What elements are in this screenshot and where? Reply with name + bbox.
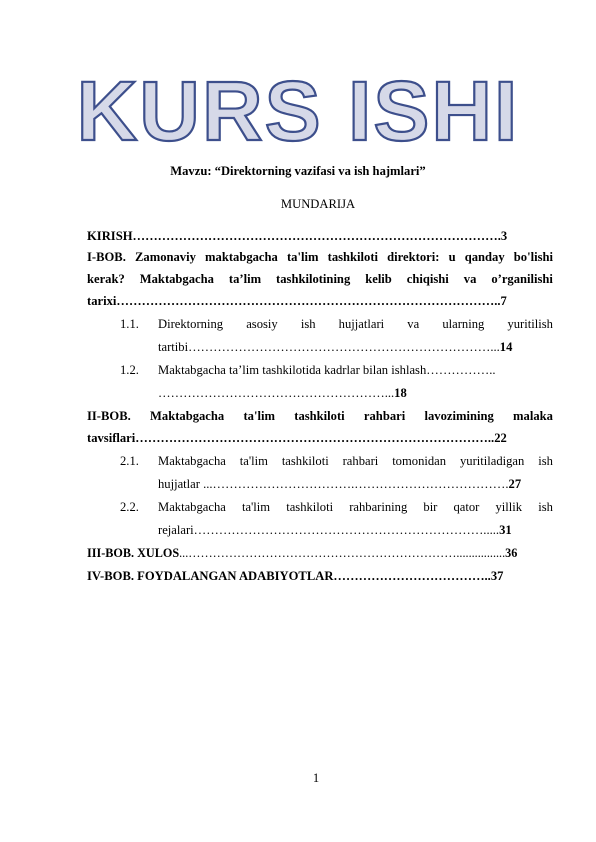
toc-section-number: 1.2. (120, 363, 139, 377)
toc-word: ta’lim (228, 272, 262, 286)
toc-entry-section-1-1-line-2[interactable] (158, 339, 512, 355)
toc-leader-dots: tartibi………………………………………………………………... (158, 340, 500, 354)
toc-word: direktori: (387, 250, 440, 264)
course-work-title-text: KURS ISHI (76, 76, 520, 148)
toc-word: tashkiloti (286, 500, 334, 514)
toc-entry-section-1-2-line-1[interactable]: Maktabgacha ta’lim tashkilotida kadrlar bilan ishlash…………….. (158, 363, 496, 377)
toc-entry-section-2-1-line-1[interactable] (158, 453, 553, 469)
toc-word: kerak? (87, 272, 125, 286)
toc-word: tashkiloti (281, 454, 329, 468)
toc-entry-chapter-3[interactable] (87, 545, 517, 561)
toc-word: Direktorning (158, 317, 224, 331)
toc-word: ularning (442, 317, 485, 331)
toc-word: ta'lim (241, 500, 271, 514)
toc-leader-dots: ...…………………………………………………………................ (179, 546, 506, 560)
toc-word: rahbari (363, 409, 406, 423)
toc-word: Zamonaviy (135, 250, 196, 264)
toc-word: II-BOB. (87, 409, 131, 423)
toc-word: chiqishi (406, 272, 449, 286)
toc-word: qanday (464, 250, 505, 264)
toc-word: va (407, 317, 420, 331)
toc-word: va (463, 272, 477, 286)
toc-word: tashkilotining (276, 272, 351, 286)
toc-leader-dots: rejalari……………………………………………………………..... (158, 523, 500, 537)
toc-word: asosiy (246, 317, 278, 331)
toc-word: u (448, 250, 456, 264)
toc-entry-section-1-2-line-2[interactable] (158, 385, 407, 401)
toc-word: maktabgacha (205, 250, 278, 264)
toc-page-number: 18 (394, 386, 407, 400)
toc-entry-chapter-1-line-3[interactable]: tarixi………………………………………………………………………………..7 (87, 294, 507, 308)
toc-section-number: 2.1. (120, 454, 139, 468)
toc-word: Maktabgacha (158, 500, 226, 514)
toc-word: hujjatlari (338, 317, 385, 331)
toc-entry-chapter-2-line-2[interactable]: tavsiflari…………………………………………………………………………..22 (87, 431, 507, 445)
toc-word: tomonidan (392, 454, 447, 468)
toc-entry-section-2-2-line-1[interactable] (158, 499, 553, 515)
toc-word: tashkiloti (294, 409, 345, 423)
toc-leader-dots: ………………………………………………... (158, 386, 395, 400)
toc-word: ish (300, 317, 316, 331)
toc-word: bir (423, 500, 438, 514)
toc-section-number: 2.2. (120, 500, 139, 514)
toc-word: ta'lim (243, 409, 275, 423)
toc-page-number: 27 (508, 477, 522, 491)
toc-entry-introduction[interactable]: KIRISH…………………………………………………………………………….3 (87, 229, 508, 243)
toc-entry-chapter-1-line-1[interactable] (87, 249, 553, 265)
toc-word: ish (538, 500, 553, 514)
subject-line: Mavzu: “Direktorning vazifasi va ish hajmlari” (170, 164, 426, 178)
toc-word: rahbarining (349, 500, 408, 514)
toc-word: yillik (495, 500, 523, 514)
toc-word: yuritiladigan (459, 454, 525, 468)
toc-page-number: 36 (505, 546, 518, 560)
toc-word: Maktabgacha (139, 272, 214, 286)
contents-heading: MUNDARIJA (280, 197, 356, 211)
toc-word: rahbari (342, 454, 379, 468)
toc-entry-chapter-1-line-2[interactable] (87, 271, 553, 287)
toc-word: ta'lim (286, 250, 319, 264)
toc-word: lavozimining (424, 409, 494, 423)
toc-entry-section-2-2-line-2[interactable] (158, 522, 512, 538)
toc-word: kelib (365, 272, 392, 286)
toc-word: ta'lim (239, 454, 268, 468)
toc-word: yuritilish (507, 317, 553, 331)
toc-entry-section-2-1-line-2[interactable] (158, 476, 521, 492)
toc-entry-chapter-2-line-1[interactable] (87, 408, 553, 424)
toc-entry-section-1-1-line-1[interactable] (158, 316, 553, 332)
toc-word: bo'lishi (513, 250, 553, 264)
toc-word: tashkiloti (327, 250, 379, 264)
toc-word: I-BOB. (87, 250, 126, 264)
toc-leader-dots: hujjatlar ...…………………………….………………………………. (158, 477, 509, 491)
toc-word: o’rganilishi (491, 272, 553, 286)
course-work-title (70, 76, 526, 148)
toc-word: ish (538, 454, 553, 468)
toc-section-number: 1.1. (120, 317, 139, 331)
toc-page-number: 14 (499, 340, 513, 354)
toc-word: Maktabgacha (150, 409, 225, 423)
toc-word: qator (453, 500, 480, 514)
page-number: 1 (312, 771, 320, 785)
toc-word: malaka (513, 409, 553, 423)
toc-page-number: 31 (499, 523, 512, 537)
toc-chapter-label: III-BOB. XULOS (87, 546, 180, 560)
toc-entry-chapter-4[interactable]: IV-BOB. FOYDALANGAN ADABIYOTLAR………………………………..37 (87, 569, 504, 583)
toc-word: Maktabgacha (158, 454, 226, 468)
